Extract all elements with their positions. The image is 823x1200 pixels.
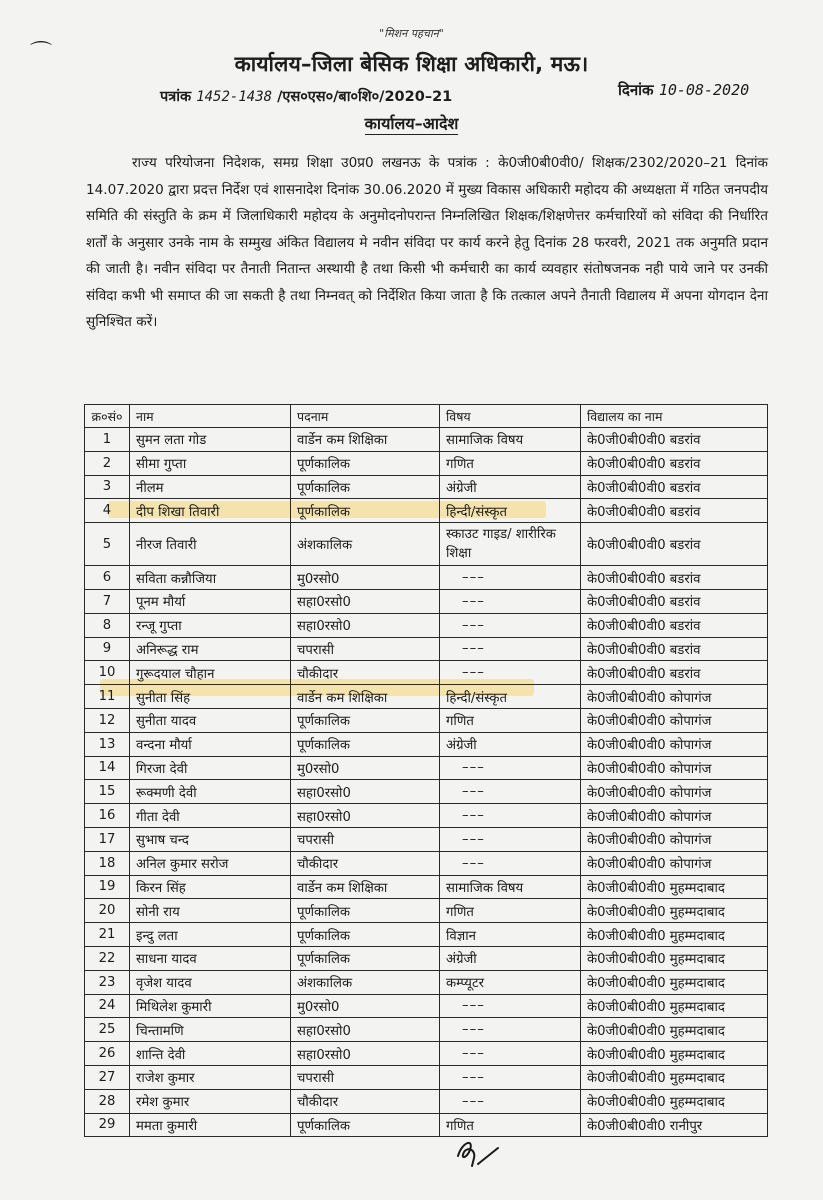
cell-subject: ––– — [440, 994, 581, 1018]
header-subject: विषय — [440, 405, 581, 428]
cell-subject: सामाजिक विषय — [440, 428, 581, 452]
cell-name: रूक्मणी देवी — [130, 780, 291, 804]
cell-subject: ––– — [440, 661, 581, 685]
cell-school: के0जी0बी0वी0 बडरांव — [581, 523, 768, 566]
cell-name: मिथिलेश कुमारी — [130, 994, 291, 1018]
cell-school: के0जी0बी0वी0 कोपागंज — [581, 804, 768, 828]
cell-serial: 1 — [85, 428, 130, 452]
table-row — [85, 1018, 768, 1042]
cell-name: वन्दना मौर्या — [130, 732, 291, 756]
cell-post: सहा0रसो0 — [291, 780, 440, 804]
cell-serial: 23 — [85, 970, 130, 994]
cell-post: अंशकालिक — [291, 523, 440, 566]
cell-serial: 7 — [85, 589, 130, 613]
table-row — [85, 685, 768, 709]
cell-name: चिन्तामणि — [130, 1018, 291, 1042]
cell-serial: 12 — [85, 708, 130, 732]
table-row — [85, 756, 768, 780]
cell-post: चौकीदार — [291, 661, 440, 685]
table-row — [85, 1065, 768, 1089]
cell-school: के0जी0बी0वी0 बडरांव — [581, 661, 768, 685]
cell-post: सहा0रसो0 — [291, 589, 440, 613]
cell-subject: अंग्रेजी — [440, 732, 581, 756]
cell-serial: 10 — [85, 661, 130, 685]
header-school: विद्यालय का नाम — [581, 405, 768, 428]
cell-name: शान्ति देवी — [130, 1042, 291, 1066]
cell-serial: 25 — [85, 1018, 130, 1042]
cell-serial: 5 — [85, 523, 130, 566]
table-row — [85, 451, 768, 475]
cell-subject: ––– — [440, 851, 581, 875]
table-row — [85, 946, 768, 970]
table-row — [85, 970, 768, 994]
date-line — [618, 80, 749, 100]
cell-serial: 29 — [85, 1113, 130, 1137]
cell-serial: 13 — [85, 732, 130, 756]
table-row — [85, 1113, 768, 1137]
cell-school: के0जी0बी0वी0 बडरांव — [581, 475, 768, 499]
cell-post: सहा0रसो0 — [291, 1042, 440, 1066]
cell-post: पूर्णकालिक — [291, 923, 440, 947]
cell-serial: 28 — [85, 1089, 130, 1113]
cell-post: पूर्णकालिक — [291, 1113, 440, 1137]
cell-subject: ––– — [440, 589, 581, 613]
cell-serial: 9 — [85, 637, 130, 661]
cell-name: रन्जू गुप्ता — [130, 613, 291, 637]
header-serial: क्र०सं० — [85, 405, 130, 428]
cell-name: अनिरूद्ध राम — [130, 637, 291, 661]
cell-school: के0जी0बी0वी0 मुहम्मदाबाद — [581, 946, 768, 970]
cell-serial: 3 — [85, 475, 130, 499]
cell-school: के0जी0बी0वी0 मुहम्मदाबाद — [581, 1065, 768, 1089]
cell-post: पूर्णकालिक — [291, 946, 440, 970]
date-label: दिनांक — [618, 81, 654, 99]
staff-table-body — [85, 428, 768, 1137]
cell-subject: ––– — [440, 1089, 581, 1113]
cell-name: राजेश कुमार — [130, 1065, 291, 1089]
cell-post: पूर्णकालिक — [291, 732, 440, 756]
table-row — [85, 566, 768, 590]
table-row — [85, 613, 768, 637]
cell-school: के0जी0बी0वी0 कोपागंज — [581, 756, 768, 780]
cell-name: सोनी राय — [130, 899, 291, 923]
cell-serial: 18 — [85, 851, 130, 875]
cell-serial: 11 — [85, 685, 130, 709]
table-row — [85, 994, 768, 1018]
table-row — [85, 475, 768, 499]
cell-school: के0जी0बी0वी0 बडरांव — [581, 428, 768, 452]
cell-school: के0जी0बी0वी0 बडरांव — [581, 637, 768, 661]
table-row — [85, 804, 768, 828]
cell-subject: ––– — [440, 756, 581, 780]
cell-school: के0जी0बी0वी0 रानीपुर — [581, 1113, 768, 1137]
cell-serial: 20 — [85, 899, 130, 923]
table-header-row — [85, 405, 768, 428]
cell-school: के0जी0बी0वी0 कोपागंज — [581, 780, 768, 804]
table-row — [85, 780, 768, 804]
cell-post: मु0रसो0 — [291, 756, 440, 780]
cell-school: के0जी0बी0वी0 मुहम्मदाबाद — [581, 994, 768, 1018]
reference-label: पत्रांक — [160, 89, 192, 105]
cell-name: किरन सिंह — [130, 875, 291, 899]
cell-subject: ––– — [440, 780, 581, 804]
mission-tagline: "मिशन पहचान" — [379, 27, 444, 40]
cell-post: पूर्णकालिक — [291, 499, 440, 523]
cell-school: के0जी0बी0वी0 कोपागंज — [581, 851, 768, 875]
cell-name: नीलम — [130, 475, 291, 499]
cell-serial: 8 — [85, 613, 130, 637]
header-post: पदनाम — [291, 405, 440, 428]
cell-school: के0जी0बी0वी0 मुहम्मदाबाद — [581, 899, 768, 923]
table-row — [85, 708, 768, 732]
cell-school: के0जी0बी0वी0 मुहम्मदाबाद — [581, 875, 768, 899]
cell-subject: ––– — [440, 1018, 581, 1042]
cell-subject: विज्ञान — [440, 923, 581, 947]
table-row — [85, 1089, 768, 1113]
cell-subject: ––– — [440, 637, 581, 661]
cell-post: पूर्णकालिक — [291, 451, 440, 475]
cell-name: नीरज तिवारी — [130, 523, 291, 566]
cell-name: अनिल कुमार सरोज — [130, 851, 291, 875]
cell-post: सहा0रसो0 — [291, 613, 440, 637]
table-row — [85, 923, 768, 947]
cell-school: के0जी0बी0वी0 मुहम्मदाबाद — [581, 970, 768, 994]
cell-post: चौकीदार — [291, 1089, 440, 1113]
cell-post: चपरासी — [291, 637, 440, 661]
cell-subject: हिन्दी/संस्कृत — [440, 499, 581, 523]
date-handwritten: 10-08-2020 — [658, 81, 750, 99]
cell-name: गिरजा देवी — [130, 756, 291, 780]
cell-serial: 24 — [85, 994, 130, 1018]
table-row — [85, 637, 768, 661]
cell-subject: गणित — [440, 899, 581, 923]
staff-table — [84, 404, 768, 1137]
table-row — [85, 851, 768, 875]
cell-name: सुनीता सिंह — [130, 685, 291, 709]
reference-line — [160, 86, 452, 106]
cell-name: इन्दु लता — [130, 923, 291, 947]
cell-post: पूर्णकालिक — [291, 899, 440, 923]
cell-school: के0जी0बी0वी0 मुहम्मदाबाद — [581, 1089, 768, 1113]
table-row — [85, 899, 768, 923]
cell-post: वार्डेन कम शिक्षिका — [291, 428, 440, 452]
cell-post: सहा0रसो0 — [291, 1018, 440, 1042]
cell-school: के0जी0बी0वी0 कोपागंज — [581, 708, 768, 732]
cell-post: चपरासी — [291, 1065, 440, 1089]
cell-post: पूर्णकालिक — [291, 708, 440, 732]
cell-post: पूर्णकालिक — [291, 475, 440, 499]
cell-post: वार्डेन कम शिक्षिका — [291, 875, 440, 899]
reference-suffix: /एस०एस०/बा०शि०/2020–21 — [277, 89, 453, 105]
cell-name: सीमा गुप्ता — [130, 451, 291, 475]
cell-post: वार्डेन कम शिक्षिका — [291, 685, 440, 709]
cell-subject: गणित — [440, 1113, 581, 1137]
cell-subject: ––– — [440, 613, 581, 637]
signature-mark — [448, 1128, 508, 1172]
cell-post: अंशकालिक — [291, 970, 440, 994]
cell-serial: 14 — [85, 756, 130, 780]
cell-name: सुमन लता गोड — [130, 428, 291, 452]
cell-name: गुरूदयाल चौहान — [130, 661, 291, 685]
cell-name: सविता कन्नौजिया — [130, 566, 291, 590]
cell-name: पूनम मौर्या — [130, 589, 291, 613]
cell-subject: ––– — [440, 804, 581, 828]
table-row — [85, 1042, 768, 1066]
order-title — [0, 112, 823, 134]
cell-name: दीप शिखा तिवारी — [130, 499, 291, 523]
cell-name: साधना यादव — [130, 946, 291, 970]
cell-post: चपरासी — [291, 827, 440, 851]
cell-school: के0जी0बी0वी0 बडरांव — [581, 499, 768, 523]
cell-subject: अंग्रेजी — [440, 946, 581, 970]
cell-subject-text: स्काउट गाइड/ शारीरिक शिक्षा — [446, 527, 556, 562]
cell-subject: कम्प्यूटर — [440, 970, 581, 994]
cell-post: सहा0रसो0 — [291, 804, 440, 828]
cell-serial: 4 — [85, 499, 130, 523]
table-row — [85, 827, 768, 851]
cell-name: सुनीता यादव — [130, 708, 291, 732]
reference-number-handwritten: 1452-1438 — [196, 89, 273, 105]
table-row — [85, 499, 768, 523]
cell-subject: हिन्दी/संस्कृत — [440, 685, 581, 709]
cell-subject: गणित — [440, 451, 581, 475]
cell-school: के0जी0बी0वी0 कोपागंज — [581, 732, 768, 756]
cell-school: के0जी0बी0वी0 मुहम्मदाबाद — [581, 1042, 768, 1066]
cell-subject: ––– — [440, 1065, 581, 1089]
cell-serial: 19 — [85, 875, 130, 899]
table-row — [85, 661, 768, 685]
cell-serial: 22 — [85, 946, 130, 970]
cell-school: के0जी0बी0वी0 मुहम्मदाबाद — [581, 923, 768, 947]
cell-serial: 26 — [85, 1042, 130, 1066]
cell-school: के0जी0बी0वी0 कोपागंज — [581, 685, 768, 709]
cell-school: के0जी0बी0वी0 बडरांव — [581, 613, 768, 637]
cell-school: के0जी0बी0वी0 बडरांव — [581, 451, 768, 475]
cell-post: मु0रसो0 — [291, 566, 440, 590]
cell-school: के0जी0बी0वी0 बडरांव — [581, 566, 768, 590]
cell-serial: 16 — [85, 804, 130, 828]
cell-name: रमेश कुमार — [130, 1089, 291, 1113]
table-row — [85, 732, 768, 756]
cell-name: गीता देवी — [130, 804, 291, 828]
cell-subject: अंग्रेजी — [440, 475, 581, 499]
cell-serial: 2 — [85, 451, 130, 475]
cell-post: चौकीदार — [291, 851, 440, 875]
cell-school: के0जी0बी0वी0 बडरांव — [581, 589, 768, 613]
cell-subject: गणित — [440, 708, 581, 732]
page-curl-mark: ⌒ — [30, 41, 53, 66]
order-paragraph: राज्य परियोजना निदेशक, समग्र शिक्षा उ0प्र0 लखनऊ के पत्रांक : के0जी0बी0वी0/ शिक्षक/2302/2020–21 दिनांक 14.07.2020 द्वारा प्रदत्त निर्देश एवं शासनादेश दिनांक 30.06.2020 में मुख्य विकास अधिकारी महोदय की अध्यक्षता में गठित जनपदीय समिति की संस्तुति के क्रम में जिलाधिकारी महोदय के अनुमोदनोपरान्त निम्नलिखित शिक्षक/शिक्षणेत्तर कर्मचारियों को संविदा की निर्धारित शर्तों के अनुसार उनके नाम के सम्मुख अंकित विद्यालय मे नवीन संविदा पर कार्य करने हेतु दिनांक 28 फरवरी, 2021 तक अनुमति प्रदान की जाती है। नवीन संविदा पर तैनाती नितान्त अस्थायी है तथा किसी भी कर्मचारी का कार्य व्यवहार संतोषजनक नही पाये जाने पर उनकी संविदा कभी भी समाप्त की जा सकती है तथा निम्नवत् को निर्देशित किया जाता है कि तत्काल अपने तैनाती विद्यालय में अपना योगदान देना सुनिश्चित करें। — [86, 155, 768, 330]
table-row — [85, 523, 768, 566]
table-row — [85, 589, 768, 613]
header-name: नाम — [130, 405, 291, 428]
cell-subject — [440, 523, 581, 566]
cell-serial: 6 — [85, 566, 130, 590]
cell-subject: ––– — [440, 1042, 581, 1066]
cell-subject: ––– — [440, 827, 581, 851]
cell-serial: 27 — [85, 1065, 130, 1089]
table-row — [85, 875, 768, 899]
cell-post: मु0रसो0 — [291, 994, 440, 1018]
cell-name: सुभाष चन्द — [130, 827, 291, 851]
cell-name: ममता कुमारी — [130, 1113, 291, 1137]
cell-school: के0जी0बी0वी0 कोपागंज — [581, 827, 768, 851]
cell-serial: 17 — [85, 827, 130, 851]
cell-subject: सामाजिक विषय — [440, 875, 581, 899]
cell-serial: 21 — [85, 923, 130, 947]
cell-serial: 15 — [85, 780, 130, 804]
cell-subject: ––– — [440, 566, 581, 590]
order-title-text: कार्यालय–आदेश — [364, 114, 459, 133]
office-title: कार्यालय–जिला बेसिक शिक्षा अधिकारी, मऊ। — [234, 52, 589, 76]
cell-school: के0जी0बी0वी0 मुहम्मदाबाद — [581, 1018, 768, 1042]
cell-name: वृजेश यादव — [130, 970, 291, 994]
table-row — [85, 428, 768, 452]
